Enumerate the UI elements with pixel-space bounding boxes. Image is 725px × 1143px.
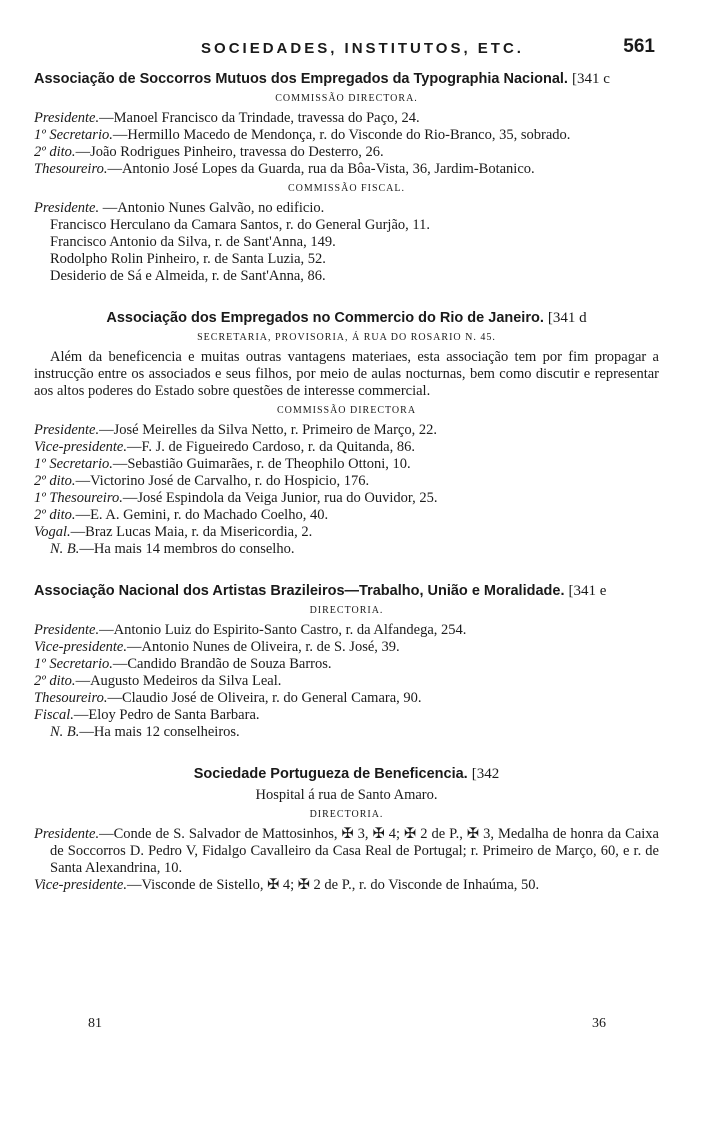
entry-text: —Antonio Nunes Galvão, no edificio.: [99, 200, 325, 216]
location-line: Hospital á rua de Santo Amaro.: [255, 787, 438, 803]
entry-line: [34, 200, 659, 217]
entry-text: —Conde de S. Salvador de Mattosinhos, ✠ 3, ✠ 4; ✠ 2 de P., ✠ 3, Medalha de honra da Caixa de Soccorros D. Pedro V, Fidalgo Cavalleiro da Casa Real de Portugal; r. Primeiro de Março, 60, e r. de Santa Alexandrina, 10.: [50, 826, 659, 876]
entry-text: —E. A. Gemini, r. do Machado Coelho, 40.: [75, 507, 329, 523]
office-title: Vice-presidente.: [34, 639, 127, 655]
entry-line: [34, 490, 659, 507]
section-code: [341 e: [568, 583, 607, 599]
section-title: [34, 765, 659, 783]
entry-text: —Antonio Luiz do Espirito-Santo Castro, r. da Alfandega, 254.: [99, 622, 467, 638]
entry-line: [34, 707, 659, 724]
entry-text: —Manoel Francisco da Trindade, travessa do Paço, 24.: [99, 110, 420, 126]
office-title: Vice-presidente.: [34, 439, 127, 455]
note-line: [34, 541, 659, 558]
office-title: Vogal.: [34, 524, 71, 540]
office-title: Thesoureiro.: [34, 690, 108, 706]
entry-text: —Augusto Medeiros da Silva Leal.: [75, 673, 282, 689]
section-title-text: Associação de Soccorros Mutuos dos Empregados da Typographia Nacional.: [34, 71, 568, 87]
entry-line: [34, 161, 659, 178]
entry-line: [34, 127, 659, 144]
entry-text: —Antonio José Lopes da Guarda, rua da Bôa-Vista, 36, Jardim-Botanico.: [107, 161, 535, 177]
subheading: COMMISSÃO DIRECTORA: [276, 405, 417, 416]
member-line: Rodolpho Rolin Pinheiro, r. de Santa Luzia, 52.: [50, 251, 326, 267]
description-paragraph: Além da beneficencia e muitas outras vantagens materiaes, esta associação tem por fim propagar a instrucção entre os associados e seus filhos, por meio de aulas nocturnas, bem como discutir e representar aos altos poderes do Estado sobre questões de interesse commercial.: [34, 349, 659, 399]
subheading: DIRECTORIA.: [309, 809, 384, 820]
running-title: SOCIEDADES, INSTITUTOS, ETC.: [201, 40, 524, 57]
entry-line: [34, 656, 659, 673]
office-title: 2º dito.: [34, 473, 76, 489]
office-title: Thesoureiro.: [34, 161, 108, 177]
entry-text: —Victorino José de Carvalho, r. do Hospicio, 176.: [75, 473, 370, 489]
office-title: 1º Secretario.: [34, 127, 113, 143]
entry-text: —F. J. de Figueiredo Cardoso, r. da Quitanda, 86.: [127, 439, 415, 455]
note-text: —Ha mais 12 conselheiros.: [79, 724, 240, 740]
entry-text: —Hermillo Macedo de Mendonça, r. do Visconde do Rio-Branco, 35, sobrado.: [112, 127, 571, 143]
office-title: Vice-presidente.: [34, 877, 127, 893]
office-title: 2º dito.: [34, 507, 76, 523]
entry-line: [34, 673, 659, 690]
page-header: [0, 36, 725, 64]
member-line: Francisco Herculano da Camara Santos, r. do General Gurjão, 11.: [50, 217, 430, 233]
section-code: [341 d: [547, 310, 587, 326]
section-title-text: Sociedade Portugueza de Beneficencia.: [193, 766, 468, 782]
section-code: [341 c: [571, 71, 610, 87]
subheading: DIRECTORIA.: [309, 605, 384, 616]
subheading: COMMISSÃO DIRECTORA.: [275, 93, 418, 104]
office-title: Presidente.: [34, 110, 100, 126]
entry-line: [34, 110, 659, 127]
entry-text: —José Meirelles da Silva Netto, r. Primeiro de Março, 22.: [99, 422, 437, 438]
page-number: 561: [623, 36, 655, 57]
entry-line: [34, 507, 659, 524]
office-title: Presidente.: [34, 422, 100, 438]
entry-text: —José Espindola da Veiga Junior, rua do Ouvidor, 25.: [122, 490, 438, 506]
entry-line: [34, 456, 659, 473]
section-commercio: [34, 309, 659, 558]
entry-line: [34, 826, 659, 877]
section-title: [34, 309, 659, 327]
section-title-text: Associação dos Empregados no Commercio do Rio de Janeiro.: [106, 310, 544, 326]
entry-line: [34, 144, 659, 161]
entry-text: —Braz Lucas Maia, r. da Misericordia, 2.: [70, 524, 313, 540]
office-title: 2º dito.: [34, 144, 76, 160]
entry-line: [34, 877, 659, 894]
entry-line: [34, 473, 659, 490]
office-title: Presidente.: [34, 826, 100, 842]
entry-text: —Eloy Pedro de Santa Barbara.: [73, 707, 260, 723]
entry-line: [34, 524, 659, 541]
section-artistas: [34, 582, 659, 741]
entry-text: —Antonio Nunes de Oliveira, r. de S. José, 39.: [127, 639, 400, 655]
section-code: [342: [471, 766, 500, 782]
note-label: N. B.: [50, 724, 80, 740]
section-typographia: [34, 70, 659, 285]
entry-text: —Sebastião Guimarães, r. de Theophilo Ottoni, 10.: [112, 456, 411, 472]
entry-line: [34, 639, 659, 656]
note-label: N. B.: [50, 541, 80, 557]
office-title: 1º Secretario.: [34, 456, 113, 472]
office-title: 1º Secretario.: [34, 656, 113, 672]
entry-line: [34, 422, 659, 439]
note-line: [34, 724, 659, 741]
entry-text: —João Rodrigues Pinheiro, travessa do Desterro, 26.: [75, 144, 384, 160]
section-title-text: Associação Nacional dos Artistas Brazileiros—Trabalho, União e Moralidade.: [34, 583, 565, 599]
office-title: 1º Thesoureiro.: [34, 490, 123, 506]
section-beneficencia: [34, 765, 659, 894]
page-footer: [0, 1015, 725, 1035]
signature-mark-right: 36: [592, 1016, 606, 1031]
entry-text: —Candido Brandão de Souza Barros.: [112, 656, 332, 672]
entry-line: [34, 690, 659, 707]
member-line: Desiderio de Sá e Almeida, r. de Sant'Anna, 86.: [50, 268, 326, 284]
note-text: —Ha mais 14 membros do conselho.: [79, 541, 295, 557]
subheading: COMMISSÃO FISCAL.: [287, 183, 406, 194]
office-title: Presidente.: [34, 622, 100, 638]
page-content: [34, 70, 659, 894]
section-title: [34, 582, 659, 600]
signature-mark-left: 81: [88, 1016, 102, 1031]
member-line: Francisco Antonio da Silva, r. de Sant'Anna, 149.: [50, 234, 336, 250]
office-title: Presidente.: [34, 200, 100, 216]
office-title: 2º dito.: [34, 673, 76, 689]
entry-line: [34, 439, 659, 456]
entry-text: —Claudio José de Oliveira, r. do General Camara, 90.: [107, 690, 422, 706]
entry-line: [34, 622, 659, 639]
office-title: Fiscal.: [34, 707, 74, 723]
subheading: SECRETARIA, PROVISORIA, Á RUA DO ROSARIO N. 45.: [197, 332, 496, 343]
entry-text: —Visconde de Sistello, ✠ 4; ✠ 2 de P., r. do Visconde de Inhaúma, 50.: [127, 877, 540, 893]
section-title: [34, 70, 659, 88]
